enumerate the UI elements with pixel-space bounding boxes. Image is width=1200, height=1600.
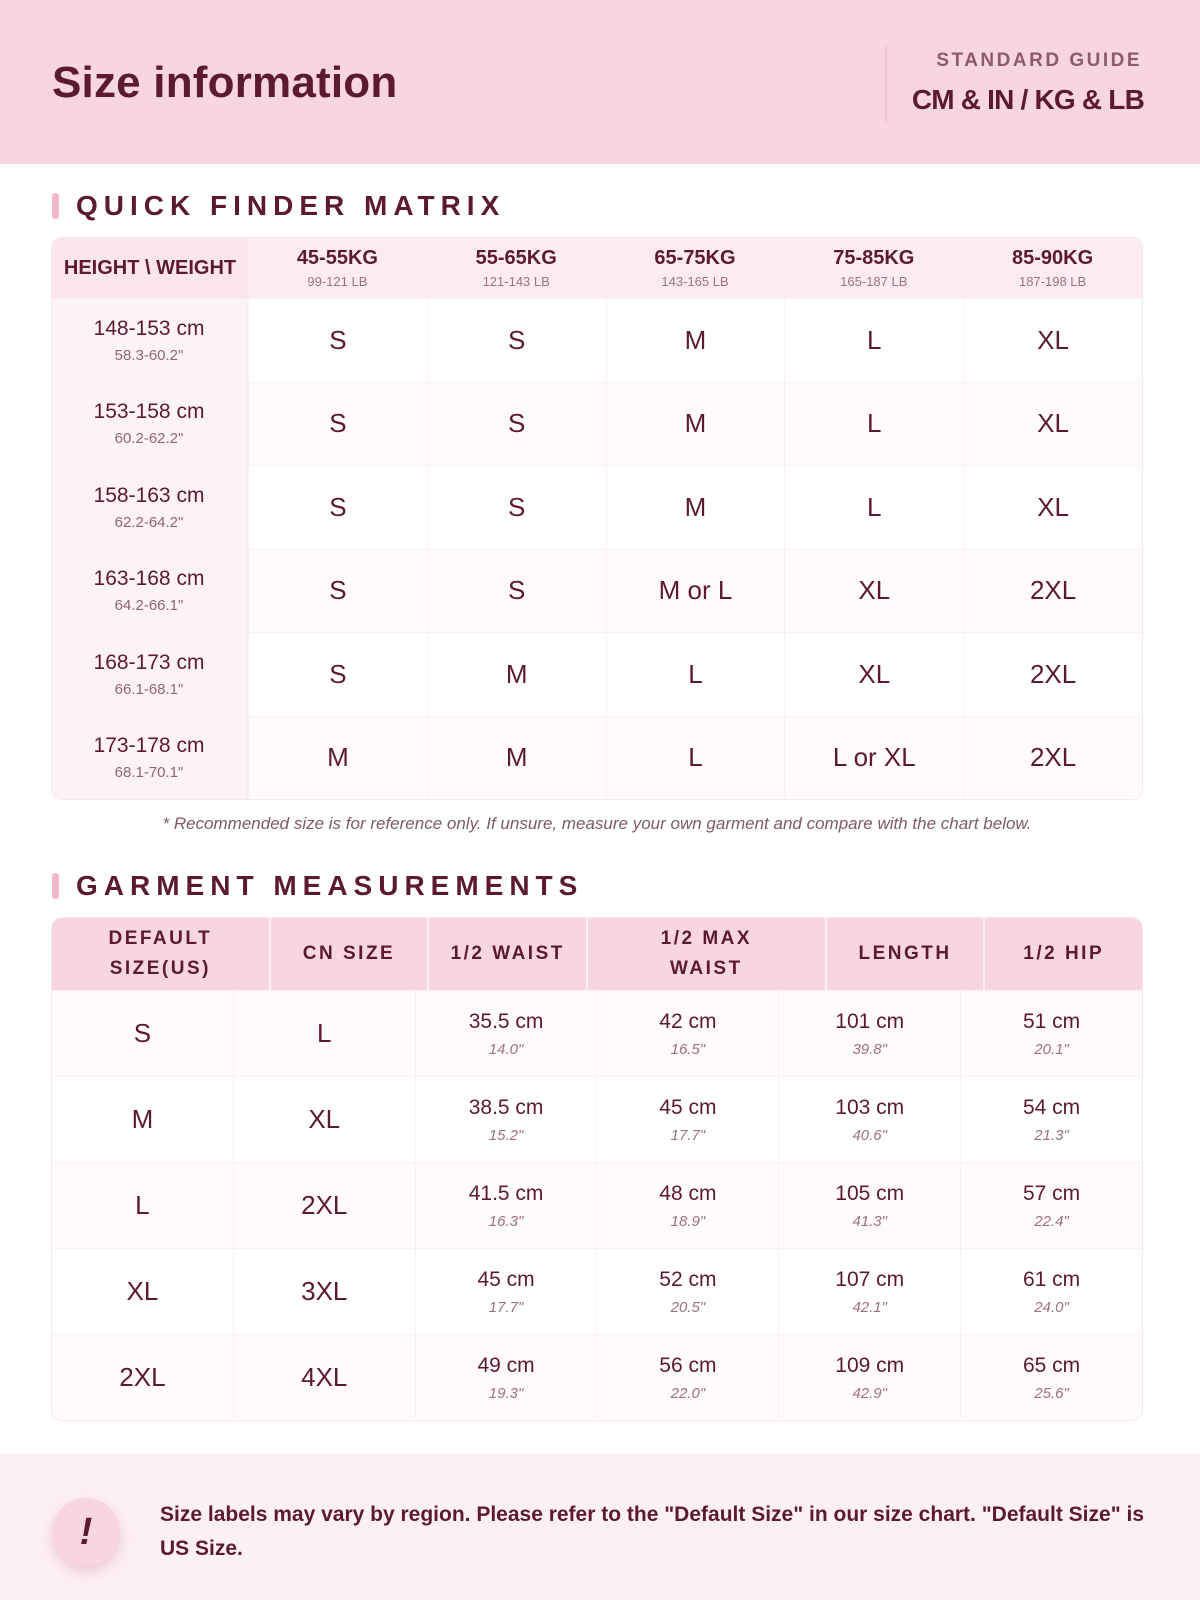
hip-cell (960, 1249, 1142, 1334)
header-units: CM & IN / KG & LB (911, 84, 1144, 115)
weight-lb-label: 99-121 LB (307, 274, 368, 289)
height-cell (52, 383, 248, 466)
us-size-cell (52, 1077, 233, 1162)
height-cell (52, 466, 248, 549)
value-cm: 52 cm (659, 1267, 717, 1291)
matrix-column-header (248, 238, 427, 298)
heading-accent-bar (52, 873, 59, 899)
value-in: 17.7" (488, 1298, 524, 1316)
value-in: 20.5" (670, 1298, 706, 1316)
height-in: 68.1-70.1" (114, 764, 184, 782)
height-cm: 163-168 cm (93, 567, 205, 591)
size-cell: M (427, 633, 606, 716)
page-title: Size information (52, 58, 398, 107)
us-size: M (131, 1104, 154, 1134)
value-cm: 45 cm (659, 1095, 717, 1119)
cn-size: XL (308, 1104, 341, 1134)
value-cm: 54 cm (1022, 1095, 1081, 1119)
value-in: 22.4" (1034, 1212, 1069, 1230)
table-row (52, 1162, 1142, 1248)
height-in: 64.2-66.1" (114, 597, 184, 615)
size-cell: S (248, 466, 427, 549)
exclamation-icon: ! (52, 1498, 120, 1566)
height-cm: 173-178 cm (93, 734, 205, 758)
value-cm: 42 cm (659, 1009, 717, 1033)
max-waist-cell (596, 991, 778, 1076)
height-cm: 168-173 cm (93, 650, 205, 674)
height-cell (52, 717, 248, 800)
size-cell: XL (963, 383, 1142, 466)
garment-heading (52, 870, 583, 902)
table-row (52, 1076, 1142, 1162)
waist-cell (415, 1077, 597, 1162)
size-cell: XL (963, 299, 1142, 382)
value-in: 18.9" (670, 1212, 706, 1230)
matrix-column-header (963, 238, 1142, 298)
column-header: 1/2 WAIST (427, 918, 586, 990)
us-size-cell (52, 1335, 233, 1420)
size-cell: 2XL (963, 550, 1142, 633)
value-cm: 109 cm (835, 1353, 905, 1377)
size-cell: XL (963, 466, 1142, 549)
value-in: 15.2" (488, 1126, 524, 1144)
length-cell (778, 1077, 960, 1162)
weight-lb-label: 187-198 LB (1018, 274, 1087, 289)
cn-size-cell (233, 1077, 415, 1162)
quick-finder-matrix (52, 238, 1142, 799)
column-header: 1/2 HIP (983, 918, 1142, 990)
value-in: 39.8" (852, 1040, 887, 1058)
max-waist-cell (596, 1335, 778, 1420)
cn-size: 3XL (301, 1276, 348, 1306)
value-in: 24.0" (1034, 1298, 1069, 1316)
value-cm: 41.5 cm (468, 1181, 544, 1205)
content-area (0, 164, 1200, 1454)
column-header: LENGTH (825, 918, 984, 990)
size-notice-footer (0, 1454, 1200, 1600)
weight-lb-label: 143-165 LB (661, 274, 729, 289)
value-cm: 48 cm (659, 1181, 717, 1205)
size-cell: L (784, 383, 963, 466)
cn-size-cell (233, 991, 415, 1076)
height-in: 66.1-68.1" (114, 680, 184, 698)
value-in: 40.6" (852, 1126, 887, 1144)
value-cm: 61 cm (1022, 1267, 1081, 1291)
heading-accent-bar (52, 193, 59, 219)
value-in: 22.0" (670, 1384, 706, 1402)
value-in: 42.1" (852, 1298, 887, 1316)
size-cell: M (606, 299, 785, 382)
weight-kg-label: 65-75KG (654, 247, 736, 269)
value-cm: 45 cm (477, 1267, 535, 1291)
value-in: 21.3" (1034, 1126, 1069, 1144)
matrix-row (52, 298, 1142, 382)
hip-cell (960, 1077, 1142, 1162)
waist-cell (415, 1335, 597, 1420)
weight-lb-label: 121-143 LB (482, 274, 550, 289)
size-cell: L or XL (784, 717, 963, 800)
waist-cell (415, 1249, 597, 1334)
matrix-column-header (606, 238, 785, 298)
value-cm: 103 cm (835, 1095, 905, 1119)
cn-size: 4XL (301, 1362, 348, 1392)
us-size: L (135, 1190, 150, 1220)
value-in: 14.0" (488, 1040, 524, 1058)
size-cell: S (427, 550, 606, 633)
quick-finder-title: QUICK FINDER MATRIX (76, 190, 506, 221)
value-cm: 105 cm (835, 1181, 905, 1205)
value-cm: 51 cm (1022, 1009, 1081, 1033)
table-row (52, 1334, 1142, 1420)
size-cell: 2XL (963, 633, 1142, 716)
waist-cell (415, 991, 597, 1076)
table-row (52, 990, 1142, 1076)
size-cell: S (427, 466, 606, 549)
us-size-cell (52, 991, 233, 1076)
max-waist-cell (596, 1163, 778, 1248)
size-cell: S (427, 383, 606, 466)
weight-kg-label: 55-65KG (475, 247, 557, 269)
height-cell (52, 550, 248, 633)
size-cell: M (606, 466, 785, 549)
value-cm: 57 cm (1022, 1181, 1081, 1205)
matrix-column-header (784, 238, 963, 298)
us-size-cell (52, 1163, 233, 1248)
weight-kg-label: 85-90KG (1012, 247, 1094, 269)
size-cell: S (248, 299, 427, 382)
size-cell: S (248, 383, 427, 466)
weight-lb-label: 165-187 LB (840, 274, 908, 289)
table-row (52, 1248, 1142, 1334)
size-cell: M (606, 383, 785, 466)
max-waist-cell (596, 1077, 778, 1162)
length-cell (778, 1163, 960, 1248)
size-cell: M or L (606, 550, 785, 633)
us-size: S (133, 1018, 152, 1048)
height-cm: 158-163 cm (93, 483, 205, 507)
page-header (0, 0, 1200, 164)
length-cell (778, 1335, 960, 1420)
size-cell: 2XL (963, 717, 1142, 800)
cn-size-cell (233, 1249, 415, 1334)
weight-kg-label: 75-85KG (833, 247, 915, 269)
hip-cell (960, 1163, 1142, 1248)
cn-size-cell (233, 1335, 415, 1420)
garment-measurements-table (52, 918, 1142, 1420)
size-cell: M (427, 717, 606, 800)
height-in: 60.2-62.2" (114, 430, 184, 448)
garment-header-row (52, 918, 1142, 990)
cn-size-cell (233, 1163, 415, 1248)
value-cm: 65 cm (1022, 1353, 1081, 1377)
size-cell: L (606, 717, 785, 800)
size-cell: L (784, 299, 963, 382)
size-cell: L (606, 633, 785, 716)
matrix-row (52, 549, 1142, 633)
cn-size: 2XL (301, 1190, 348, 1220)
value-cm: 35.5 cm (468, 1009, 544, 1033)
header-divider (885, 46, 887, 122)
value-in: 20.1" (1034, 1040, 1069, 1058)
value-cm: 56 cm (659, 1353, 717, 1377)
value-in: 17.7" (670, 1126, 706, 1144)
height-in: 62.2-64.2" (114, 513, 184, 531)
column-header: CN SIZE (269, 918, 428, 990)
length-cell (778, 1249, 960, 1334)
column-header: DEFAULT SIZE(US) (108, 928, 213, 979)
value-cm: 38.5 cm (468, 1095, 544, 1119)
garment-title: GARMENT MEASUREMENTS (76, 870, 584, 901)
weight-kg-label: 45-55KG (296, 247, 378, 269)
value-in: 19.3" (488, 1384, 524, 1402)
max-waist-cell (596, 1249, 778, 1334)
height-cell (52, 299, 248, 382)
value-in: 41.3" (852, 1212, 887, 1230)
matrix-corner-label: HEIGHT \ WEIGHT (52, 238, 248, 298)
length-cell (778, 991, 960, 1076)
value-in: 25.6" (1034, 1384, 1069, 1402)
matrix-column-header (427, 238, 606, 298)
matrix-row (52, 632, 1142, 716)
hip-cell (960, 1335, 1142, 1420)
us-size: XL (126, 1276, 159, 1306)
height-cm: 148-153 cm (93, 316, 205, 340)
size-cell: S (248, 550, 427, 633)
us-size-cell (52, 1249, 233, 1334)
us-size: 2XL (119, 1362, 166, 1392)
size-cell: L (784, 466, 963, 549)
matrix-header-row (52, 238, 1142, 298)
reference-note: * Recommended size is for reference only. If unsure, measure your own garment and compare with the chart below. (162, 814, 1032, 833)
column-header: 1/2 MAX WAIST (586, 918, 825, 990)
size-notice-text: Size labels may vary by region. Please refer to the "Default Size" in our size chart. "Default Size" is US Size. (160, 1503, 1144, 1560)
waist-cell (415, 1163, 597, 1248)
matrix-row (52, 382, 1142, 466)
value-in: 16.5" (670, 1040, 706, 1058)
matrix-row (52, 716, 1142, 800)
quick-finder-heading (52, 190, 505, 222)
hip-cell (960, 991, 1142, 1076)
size-cell: XL (784, 633, 963, 716)
matrix-row (52, 465, 1142, 549)
value-in: 16.3" (488, 1212, 524, 1230)
size-cell: M (248, 717, 427, 800)
height-in: 58.3-60.2" (114, 346, 184, 364)
value-cm: 107 cm (835, 1267, 905, 1291)
header-kicker: STANDARD GUIDE (936, 50, 1142, 71)
size-cell: S (248, 633, 427, 716)
size-cell: S (427, 299, 606, 382)
size-cell: XL (784, 550, 963, 633)
value-in: 42.9" (852, 1384, 887, 1402)
height-cell (52, 633, 248, 716)
cn-size: L (317, 1018, 332, 1048)
height-cm: 153-158 cm (93, 400, 205, 424)
value-cm: 101 cm (835, 1009, 905, 1033)
value-cm: 49 cm (477, 1353, 535, 1377)
